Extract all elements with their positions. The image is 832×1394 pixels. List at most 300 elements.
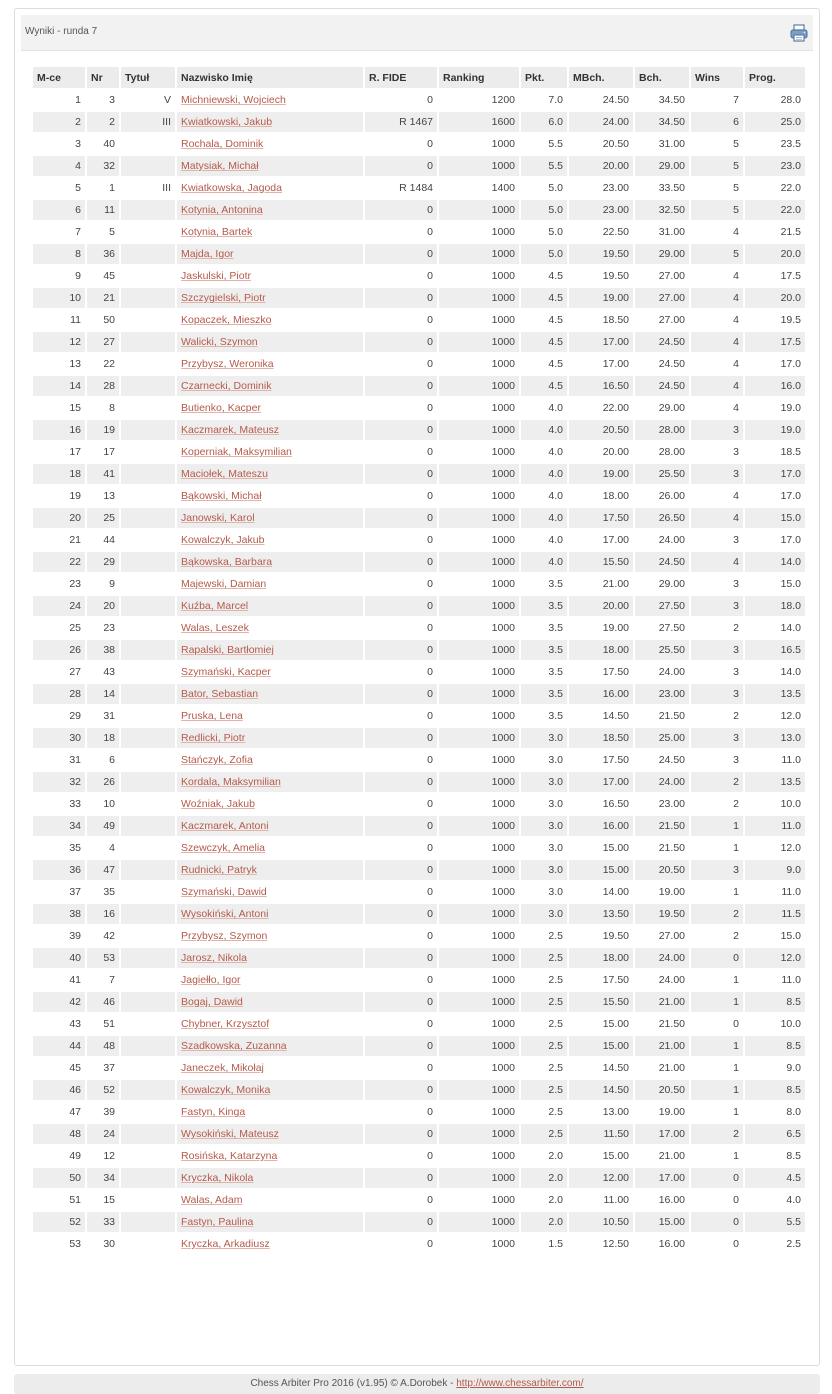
player-name-link[interactable]: Janowski, Karol <box>181 512 255 524</box>
cell-bch: 21.50 <box>634 1013 690 1035</box>
table-row <box>32 595 806 617</box>
cell-ranking: 1000 <box>438 617 520 639</box>
table-row <box>32 1079 806 1101</box>
cell-title <box>120 1079 176 1101</box>
player-name-link[interactable]: Walas, Adam <box>181 1194 243 1206</box>
cell-bch: 26.00 <box>634 485 690 507</box>
cell-mbch: 11.50 <box>568 1123 634 1145</box>
cell-points: 2.5 <box>520 1035 568 1057</box>
cell-name <box>176 133 364 155</box>
cell-wins: 4 <box>690 309 744 331</box>
cell-wins: 3 <box>690 859 744 881</box>
cell-name <box>176 1167 364 1189</box>
cell-points: 2.5 <box>520 1057 568 1079</box>
cell-bch: 24.50 <box>634 331 690 353</box>
cell-nr: 5 <box>86 221 120 243</box>
cell-ranking: 1000 <box>438 353 520 375</box>
table-row <box>32 1167 806 1189</box>
cell-ranking: 1000 <box>438 683 520 705</box>
cell-fide: 0 <box>364 1013 438 1035</box>
player-name-link[interactable]: Rapalski, Bartłomiej <box>181 644 274 656</box>
header-col-bch: Bch. <box>634 66 690 89</box>
cell-bch: 27.50 <box>634 617 690 639</box>
cell-place: 34 <box>32 815 86 837</box>
header-col-place: M-ce <box>32 66 86 89</box>
cell-wins: 3 <box>690 441 744 463</box>
cell-fide: 0 <box>364 485 438 507</box>
cell-ranking: 1000 <box>438 463 520 485</box>
cell-prog: 14.0 <box>744 551 806 573</box>
cell-ranking: 1000 <box>438 441 520 463</box>
cell-bch: 27.00 <box>634 309 690 331</box>
cell-title <box>120 221 176 243</box>
cell-prog: 19.0 <box>744 397 806 419</box>
cell-mbch: 24.00 <box>568 111 634 133</box>
player-name-link[interactable]: Kotynia, Bartek <box>181 226 253 238</box>
cell-points: 4.5 <box>520 331 568 353</box>
cell-mbch: 19.50 <box>568 265 634 287</box>
cell-title <box>120 573 176 595</box>
cell-bch: 24.50 <box>634 551 690 573</box>
player-name-link[interactable]: Kotynia, Antonina <box>181 204 263 216</box>
cell-nr: 23 <box>86 617 120 639</box>
player-name-link[interactable]: Woźniak, Jakub <box>181 798 255 810</box>
table-row <box>32 243 806 265</box>
cell-wins: 5 <box>690 199 744 221</box>
cell-ranking: 1000 <box>438 1211 520 1233</box>
player-name-link[interactable]: Rosińska, Katarzyna <box>181 1150 278 1162</box>
panel-title: Wyniki - runda 7 <box>25 26 98 37</box>
player-name-link[interactable]: Rochala, Dominik <box>181 138 264 150</box>
table-row <box>32 199 806 221</box>
table-row <box>32 1123 806 1145</box>
cell-ranking: 1000 <box>438 485 520 507</box>
cell-wins: 4 <box>690 221 744 243</box>
cell-nr: 24 <box>86 1123 120 1145</box>
cell-nr: 37 <box>86 1057 120 1079</box>
cell-points: 3.5 <box>520 573 568 595</box>
player-name-link[interactable]: Kaczmarek, Mateusz <box>181 424 280 436</box>
cell-ranking: 1000 <box>438 749 520 771</box>
table-row <box>32 353 806 375</box>
cell-place: 35 <box>32 837 86 859</box>
cell-prog: 13.0 <box>744 727 806 749</box>
header-col-fide: R. FIDE <box>364 66 438 89</box>
player-name-link[interactable]: Szewczyk, Amelia <box>181 842 266 854</box>
cell-prog: 17.0 <box>744 353 806 375</box>
cell-place: 16 <box>32 419 86 441</box>
table-row <box>32 529 806 551</box>
cell-bch: 19.00 <box>634 881 690 903</box>
cell-name <box>176 331 364 353</box>
player-name-link[interactable]: Fastyn, Kinga <box>181 1106 246 1118</box>
cell-points: 2.5 <box>520 969 568 991</box>
table-row <box>32 1145 806 1167</box>
cell-points: 4.0 <box>520 551 568 573</box>
player-name-link[interactable]: Bogaj, Dawid <box>181 996 243 1008</box>
player-name-link[interactable]: Maciołek, Mateszu <box>181 468 268 480</box>
cell-ranking: 1000 <box>438 1189 520 1211</box>
cell-place: 46 <box>32 1079 86 1101</box>
cell-mbch: 24.50 <box>568 89 634 111</box>
player-name-link[interactable]: Kowalczyk, Jakub <box>181 534 265 546</box>
cell-points: 3.0 <box>520 837 568 859</box>
cell-mbch: 13.50 <box>568 903 634 925</box>
player-name-link[interactable]: Szczygielski, Piotr <box>181 292 266 304</box>
cell-ranking: 1000 <box>438 771 520 793</box>
cell-name <box>176 749 364 771</box>
player-name-link[interactable]: Szymański, Kacper <box>181 666 271 678</box>
cell-fide: 0 <box>364 705 438 727</box>
table-row <box>32 771 806 793</box>
cell-nr: 20 <box>86 595 120 617</box>
cell-fide: 0 <box>364 309 438 331</box>
cell-fide: 0 <box>364 1167 438 1189</box>
player-name-link[interactable]: Matysiak, Michał <box>181 160 259 172</box>
player-name-link[interactable]: Kaczmarek, Antoni <box>181 820 269 832</box>
player-name-link[interactable]: Majewski, Damian <box>181 578 267 590</box>
cell-ranking: 1000 <box>438 419 520 441</box>
player-name-link[interactable]: Pruska, Lena <box>181 710 243 722</box>
cell-mbch: 15.00 <box>568 837 634 859</box>
cell-title <box>120 331 176 353</box>
cell-place: 5 <box>32 177 86 199</box>
cell-mbch: 17.00 <box>568 529 634 551</box>
player-name-link[interactable]: Redlicki, Piotr <box>181 732 246 744</box>
cell-wins: 2 <box>690 903 744 925</box>
cell-bch: 15.00 <box>634 1211 690 1233</box>
cell-points: 3.0 <box>520 749 568 771</box>
cell-name <box>176 661 364 683</box>
cell-prog: 23.5 <box>744 133 806 155</box>
cell-prog: 25.0 <box>744 111 806 133</box>
cell-mbch: 20.00 <box>568 441 634 463</box>
cell-nr: 9 <box>86 573 120 595</box>
cell-bch: 34.50 <box>634 89 690 111</box>
player-name-link[interactable]: Fastyn, Paulina <box>181 1216 254 1228</box>
cell-fide: 0 <box>364 551 438 573</box>
player-name-link[interactable]: Kryczka, Nikola <box>181 1172 254 1184</box>
cell-wins: 3 <box>690 529 744 551</box>
cell-name <box>176 1101 364 1123</box>
table-row <box>32 309 806 331</box>
player-name-link[interactable]: Jagiełło, Igor <box>181 974 241 986</box>
cell-title <box>120 881 176 903</box>
footer-link[interactable]: http://www.chessarbiter.com/ <box>456 1378 584 1389</box>
cell-place: 4 <box>32 155 86 177</box>
cell-name <box>176 705 364 727</box>
cell-place: 47 <box>32 1101 86 1123</box>
cell-fide: 0 <box>364 265 438 287</box>
cell-points: 4.0 <box>520 419 568 441</box>
cell-bch: 16.00 <box>634 1233 690 1255</box>
cell-title <box>120 749 176 771</box>
cell-title <box>120 551 176 573</box>
table-row <box>32 683 806 705</box>
cell-prog: 9.0 <box>744 859 806 881</box>
cell-nr: 3 <box>86 89 120 111</box>
cell-bch: 24.00 <box>634 771 690 793</box>
table-row <box>32 837 806 859</box>
cell-bch: 21.50 <box>634 837 690 859</box>
cell-nr: 50 <box>86 309 120 331</box>
player-name-link[interactable]: Kwiatkowski, Jakub <box>181 116 273 128</box>
cell-fide: 0 <box>364 661 438 683</box>
cell-fide: 0 <box>364 1123 438 1145</box>
cell-points: 2.5 <box>520 925 568 947</box>
cell-bch: 25.50 <box>634 639 690 661</box>
player-name-link[interactable]: Przybysz, Szymon <box>181 930 268 942</box>
cell-mbch: 19.50 <box>568 243 634 265</box>
cell-nr: 45 <box>86 265 120 287</box>
player-name-link[interactable]: Szymański, Dawid <box>181 886 267 898</box>
cell-bch: 27.00 <box>634 265 690 287</box>
player-name-link[interactable]: Kopaczek, Mieszko <box>181 314 272 326</box>
cell-points: 5.0 <box>520 243 568 265</box>
cell-points: 3.0 <box>520 903 568 925</box>
cell-prog: 22.0 <box>744 177 806 199</box>
cell-fide: 0 <box>364 617 438 639</box>
player-name-link[interactable]: Czarnecki, Dominik <box>181 380 272 392</box>
cell-name <box>176 375 364 397</box>
cell-place: 8 <box>32 243 86 265</box>
header-col-mbch: MBch. <box>568 66 634 89</box>
cell-prog: 8.5 <box>744 991 806 1013</box>
header-col-points: Pkt. <box>520 66 568 89</box>
cell-mbch: 18.50 <box>568 727 634 749</box>
cell-points: 4.5 <box>520 265 568 287</box>
cell-nr: 47 <box>86 859 120 881</box>
player-name-link[interactable]: Jarosz, Nikola <box>181 952 247 964</box>
results-panel <box>14 8 820 1366</box>
cell-prog: 8.5 <box>744 1145 806 1167</box>
cell-nr: 7 <box>86 969 120 991</box>
player-name-link[interactable]: Majda, Igor <box>181 248 234 260</box>
cell-bch: 31.00 <box>634 221 690 243</box>
cell-mbch: 16.00 <box>568 683 634 705</box>
cell-ranking: 1000 <box>438 1079 520 1101</box>
cell-place: 42 <box>32 991 86 1013</box>
cell-points: 3.0 <box>520 771 568 793</box>
cell-title <box>120 463 176 485</box>
table-row <box>32 1189 806 1211</box>
player-name-link[interactable]: Michniewski, Wojciech <box>181 94 286 106</box>
player-name-link[interactable]: Kryczka, Arkadiusz <box>181 1238 270 1250</box>
cell-wins: 4 <box>690 397 744 419</box>
player-name-link[interactable]: Kwiatkowska, Jagoda <box>181 182 282 194</box>
table-row <box>32 661 806 683</box>
cell-prog: 5.5 <box>744 1211 806 1233</box>
player-name-link[interactable]: Kowalczyk, Monika <box>181 1084 271 1096</box>
cell-prog: 11.0 <box>744 749 806 771</box>
cell-wins: 4 <box>690 287 744 309</box>
player-name-link[interactable]: Walas, Leszek <box>181 622 249 634</box>
cell-title <box>120 441 176 463</box>
cell-fide: 0 <box>364 991 438 1013</box>
cell-fide: 0 <box>364 1189 438 1211</box>
cell-points: 3.0 <box>520 793 568 815</box>
cell-mbch: 17.00 <box>568 353 634 375</box>
cell-ranking: 1000 <box>438 1167 520 1189</box>
cell-title <box>120 1013 176 1035</box>
cell-fide: 0 <box>364 507 438 529</box>
cell-wins: 2 <box>690 1123 744 1145</box>
cell-nr: 11 <box>86 199 120 221</box>
cell-title <box>120 793 176 815</box>
cell-ranking: 1000 <box>438 837 520 859</box>
table-row <box>32 727 806 749</box>
cell-bch: 23.00 <box>634 683 690 705</box>
cell-points: 4.0 <box>520 463 568 485</box>
cell-ranking: 1000 <box>438 573 520 595</box>
player-name-link[interactable]: Kordala, Maksymilian <box>181 776 281 788</box>
cell-prog: 8.0 <box>744 1101 806 1123</box>
player-name-link[interactable]: Wysokiński, Antoni <box>181 908 269 920</box>
cell-fide: 0 <box>364 353 438 375</box>
cell-ranking: 1200 <box>438 89 520 111</box>
cell-name <box>176 485 364 507</box>
table-row <box>32 573 806 595</box>
cell-wins: 0 <box>690 1211 744 1233</box>
player-name-link[interactable]: Butienko, Kacper <box>181 402 261 414</box>
cell-mbch: 18.00 <box>568 639 634 661</box>
table-row <box>32 815 806 837</box>
player-name-link[interactable]: Szadkowska, Zuzanna <box>181 1040 287 1052</box>
cell-prog: 18.5 <box>744 441 806 463</box>
table-row <box>32 991 806 1013</box>
cell-place: 51 <box>32 1189 86 1211</box>
cell-points: 6.0 <box>520 111 568 133</box>
cell-mbch: 22.50 <box>568 221 634 243</box>
cell-prog: 4.0 <box>744 1189 806 1211</box>
cell-ranking: 1000 <box>438 947 520 969</box>
cell-bch: 25.50 <box>634 463 690 485</box>
cell-nr: 25 <box>86 507 120 529</box>
player-name-link[interactable]: Bąkowska, Barbara <box>181 556 273 568</box>
table-row <box>32 507 806 529</box>
cell-mbch: 19.50 <box>568 925 634 947</box>
player-name-link[interactable]: Kuźba, Marcel <box>181 600 249 612</box>
player-name-link[interactable]: Janeczek, Mikołaj <box>181 1062 264 1074</box>
table-row <box>32 1013 806 1035</box>
cell-name <box>176 925 364 947</box>
cell-prog: 10.0 <box>744 793 806 815</box>
cell-prog: 11.0 <box>744 815 806 837</box>
cell-prog: 11.0 <box>744 881 806 903</box>
cell-wins: 0 <box>690 947 744 969</box>
cell-name <box>176 287 364 309</box>
cell-place: 36 <box>32 859 86 881</box>
player-name-link[interactable]: Jaskulski, Piotr <box>181 270 252 282</box>
cell-name <box>176 859 364 881</box>
cell-mbch: 15.00 <box>568 1035 634 1057</box>
cell-name <box>176 1035 364 1057</box>
player-name-link[interactable]: Bąkowski, Michał <box>181 490 262 502</box>
cell-mbch: 17.00 <box>568 331 634 353</box>
player-name-link[interactable]: Chybner, Krzysztof <box>181 1018 270 1030</box>
cell-fide: 0 <box>364 1035 438 1057</box>
cell-prog: 19.0 <box>744 419 806 441</box>
player-name-link[interactable]: Rudnicki, Patryk <box>181 864 257 876</box>
cell-place: 19 <box>32 485 86 507</box>
cell-points: 5.0 <box>520 199 568 221</box>
cell-points: 3.0 <box>520 881 568 903</box>
cell-name <box>176 815 364 837</box>
cell-name <box>176 1233 364 1255</box>
printer-icon[interactable] <box>789 23 809 43</box>
cell-points: 2.5 <box>520 991 568 1013</box>
player-name-link[interactable]: Wysokiński, Mateusz <box>181 1128 279 1140</box>
cell-ranking: 1000 <box>438 265 520 287</box>
table-row <box>32 749 806 771</box>
cell-mbch: 15.00 <box>568 859 634 881</box>
cell-ranking: 1000 <box>438 199 520 221</box>
cell-nr: 22 <box>86 353 120 375</box>
cell-bch: 21.00 <box>634 991 690 1013</box>
cell-title <box>120 397 176 419</box>
cell-ranking: 1000 <box>438 881 520 903</box>
cell-wins: 4 <box>690 507 744 529</box>
cell-fide: 0 <box>364 375 438 397</box>
cell-place: 3 <box>32 133 86 155</box>
cell-title <box>120 859 176 881</box>
cell-nr: 30 <box>86 1233 120 1255</box>
cell-place: 20 <box>32 507 86 529</box>
cell-mbch: 21.00 <box>568 573 634 595</box>
cell-wins: 3 <box>690 683 744 705</box>
player-name-link[interactable]: Stańczyk, Zofia <box>181 754 253 766</box>
cell-place: 2 <box>32 111 86 133</box>
cell-ranking: 1000 <box>438 155 520 177</box>
cell-place: 31 <box>32 749 86 771</box>
cell-prog: 17.0 <box>744 529 806 551</box>
cell-title <box>120 133 176 155</box>
cell-bch: 19.00 <box>634 1101 690 1123</box>
player-name-link[interactable]: Walicki, Szymon <box>181 336 258 348</box>
cell-name <box>176 771 364 793</box>
cell-points: 5.5 <box>520 133 568 155</box>
cell-mbch: 12.50 <box>568 1233 634 1255</box>
cell-ranking: 1000 <box>438 595 520 617</box>
cell-mbch: 19.00 <box>568 463 634 485</box>
player-name-link[interactable]: Koperniak, Maksymilian <box>181 446 292 458</box>
player-name-link[interactable]: Bator, Sebastian <box>181 688 259 700</box>
header-col-ranking: Ranking <box>438 66 520 89</box>
cell-ranking: 1000 <box>438 1057 520 1079</box>
player-name-link[interactable]: Przybysz, Weronika <box>181 358 274 370</box>
cell-place: 29 <box>32 705 86 727</box>
cell-title <box>120 683 176 705</box>
cell-prog: 17.5 <box>744 265 806 287</box>
cell-prog: 2.5 <box>744 1233 806 1255</box>
table-row <box>32 441 806 463</box>
cell-wins: 1 <box>690 1057 744 1079</box>
cell-place: 13 <box>32 353 86 375</box>
cell-title <box>120 969 176 991</box>
cell-prog: 15.0 <box>744 507 806 529</box>
cell-place: 10 <box>32 287 86 309</box>
cell-prog: 16.5 <box>744 639 806 661</box>
cell-points: 2.0 <box>520 1189 568 1211</box>
cell-wins: 3 <box>690 727 744 749</box>
cell-points: 7.0 <box>520 89 568 111</box>
cell-wins: 4 <box>690 551 744 573</box>
cell-wins: 1 <box>690 991 744 1013</box>
cell-place: 33 <box>32 793 86 815</box>
cell-points: 3.5 <box>520 661 568 683</box>
cell-title <box>120 155 176 177</box>
cell-title <box>120 243 176 265</box>
